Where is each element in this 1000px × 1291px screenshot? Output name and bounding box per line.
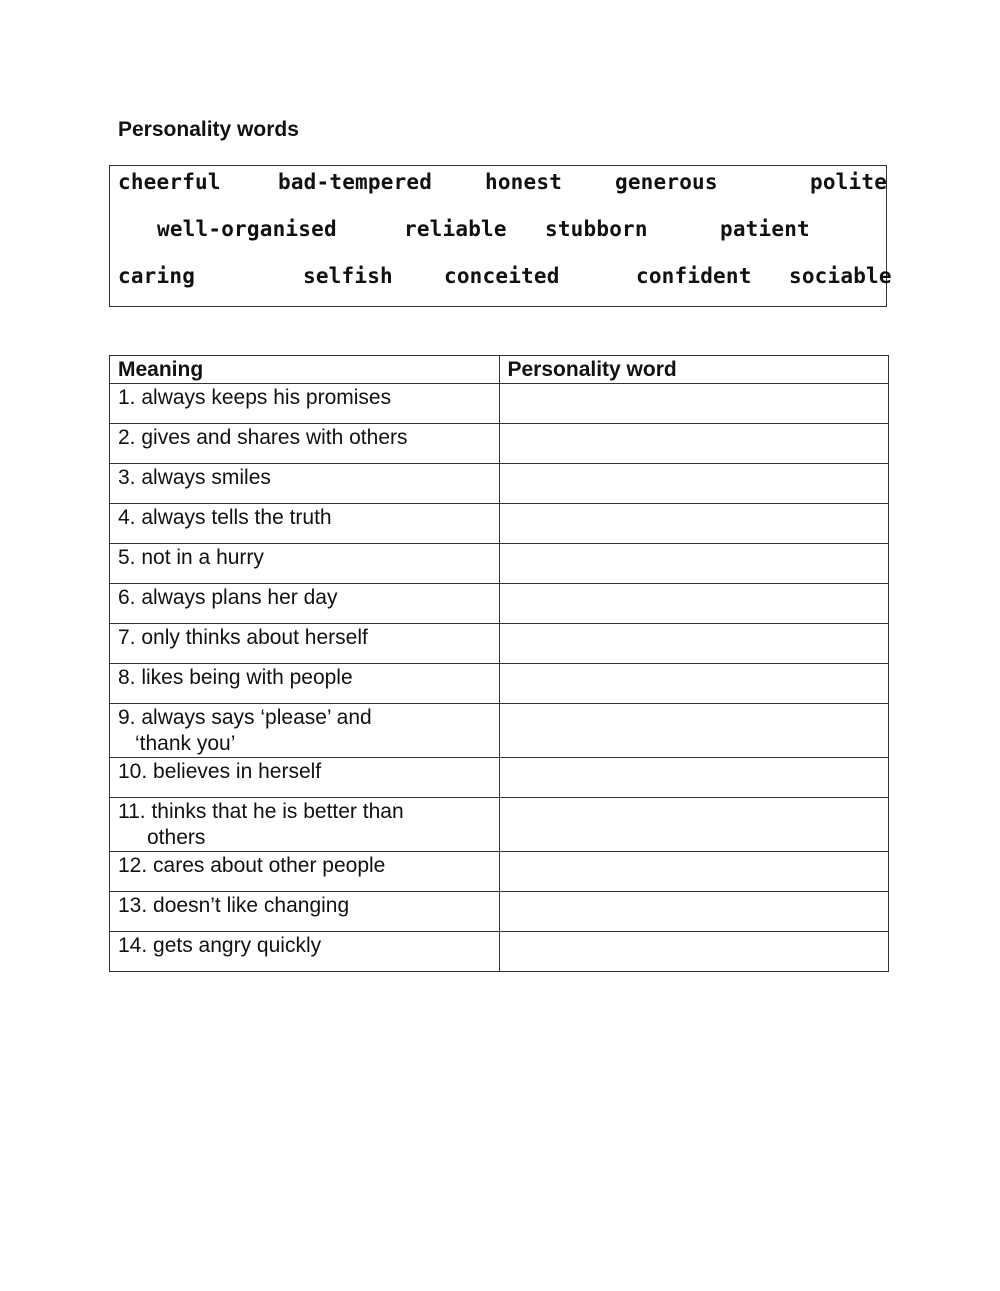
meaning-text: 2. gives and shares with others	[118, 426, 408, 449]
meaning-cell	[110, 852, 500, 892]
word-bank-item: reliable	[404, 217, 507, 241]
meaning-cell	[110, 892, 500, 932]
table-row	[110, 798, 889, 852]
meaning-cell	[110, 504, 500, 544]
meaning-cell	[110, 932, 500, 972]
header-personality-word: Personality word	[499, 356, 889, 384]
table-row	[110, 664, 889, 704]
meaning-text: 14. gets angry quickly	[118, 934, 322, 957]
answer-cell[interactable]	[499, 932, 889, 972]
table-row	[110, 584, 889, 624]
table-row	[110, 464, 889, 504]
table-row	[110, 424, 889, 464]
answer-cell[interactable]	[499, 384, 889, 424]
meaning-text: 1. always keeps his promises	[118, 386, 392, 409]
meaning-cell	[110, 464, 500, 504]
header-meaning: Meaning	[110, 356, 500, 384]
table-row	[110, 932, 889, 972]
meaning-cell	[110, 584, 500, 624]
word-bank-item: cheerful	[118, 170, 221, 194]
answer-cell[interactable]	[499, 544, 889, 584]
word-bank	[109, 165, 892, 307]
meaning-text-continued: others	[147, 826, 206, 849]
table-row	[110, 758, 889, 798]
answer-cell[interactable]	[499, 892, 889, 932]
meaning-cell	[110, 704, 500, 758]
answer-cell[interactable]	[499, 584, 889, 624]
meaning-text: 3. always smiles	[118, 466, 271, 489]
answer-cell[interactable]	[499, 758, 889, 798]
meaning-text: 11. thinks that he is better than	[118, 800, 404, 823]
meaning-cell	[110, 624, 500, 664]
word-bank-item: stubborn	[545, 217, 648, 241]
answer-cell[interactable]	[499, 798, 889, 852]
answer-cell[interactable]	[499, 664, 889, 704]
meaning-cell	[110, 544, 500, 584]
meaning-text: 12. cares about other people	[118, 854, 386, 877]
answer-cell[interactable]	[499, 504, 889, 544]
meaning-text: 4. always tells the truth	[118, 506, 332, 529]
meaning-text: 8. likes being with people	[118, 666, 353, 689]
meaning-text: 9. always says ‘please’ and	[118, 706, 372, 729]
word-bank-item: generous	[615, 170, 718, 194]
meaning-cell	[110, 384, 500, 424]
table-row	[110, 852, 889, 892]
word-bank-item: confident	[636, 264, 752, 288]
meaning-text: 6. always plans her day	[118, 586, 338, 609]
word-bank-item: patient	[720, 217, 810, 241]
page-title: Personality words	[118, 118, 299, 141]
meaning-text: 13. doesn’t like changing	[118, 894, 350, 917]
meaning-cell	[110, 758, 500, 798]
meaning-text: 7. only thinks about herself	[118, 626, 368, 649]
meaning-text: 5. not in a hurry	[118, 546, 264, 569]
matching-table	[109, 355, 889, 972]
word-bank-item: polite	[810, 170, 888, 194]
table-row	[110, 544, 889, 584]
meaning-cell	[110, 664, 500, 704]
table-header-row	[110, 356, 889, 384]
word-bank-item: honest	[485, 170, 563, 194]
answer-cell[interactable]	[499, 852, 889, 892]
table-row	[110, 704, 889, 758]
answer-cell[interactable]	[499, 424, 889, 464]
table-row	[110, 384, 889, 424]
table-row	[110, 624, 889, 664]
word-bank-item: bad-tempered	[278, 170, 433, 194]
meaning-cell	[110, 424, 500, 464]
table-row	[110, 504, 889, 544]
word-bank-item: conceited	[444, 264, 560, 288]
word-bank-item: sociable	[789, 264, 892, 288]
meaning-cell	[110, 798, 500, 852]
meaning-text-continued: ‘thank you’	[135, 732, 236, 755]
meaning-text: 10. believes in herself	[118, 760, 322, 783]
answer-cell[interactable]	[499, 624, 889, 664]
word-bank-item: well-organised	[157, 217, 337, 241]
table-row	[110, 892, 889, 932]
word-bank-item: caring	[118, 264, 196, 288]
answer-cell[interactable]	[499, 464, 889, 504]
answer-cell[interactable]	[499, 704, 889, 758]
word-bank-item: selfish	[303, 264, 393, 288]
